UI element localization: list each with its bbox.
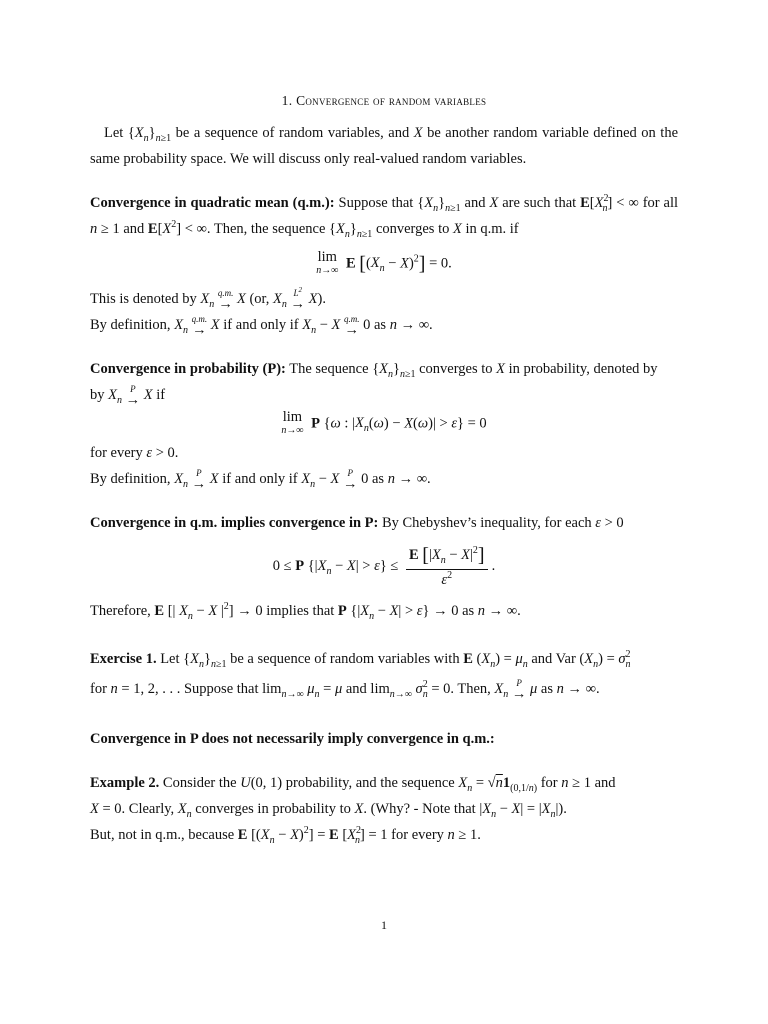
intro-paragraph: Let $\{X_n\}_{n\ge 1}$ be a sequence of random variables, and X be another random variable defined on the same probability space. We will discuss only real-valued random variables. [90, 125, 679, 167]
qm-section [90, 190, 678, 338]
page-body [90, 88, 678, 848]
example-text: Example 2. Consider the U(0, 1) probability, and the sequence $X_n = √n1_{(0,1/n)}$ for n ≥ 1 and [90, 774, 616, 794]
qm-equivalence: By definition, $X_n$ q.m. → X if and only if $X_n - X$ q.m. → 0 as n → ∞. [90, 314, 433, 339]
not-imply-section [90, 726, 678, 752]
qm-heading: Convergence in quadratic mean (q.m.): [90, 195, 335, 211]
example-section [90, 770, 678, 848]
not-imply-heading: Convergence in P does not necessarily imply convergence in q.m.: [90, 730, 495, 747]
prob-definition: Convergence in probability (P): The sequence $\{X_n\}_{n\ge 1}$ converges to X in probability, denoted by [90, 361, 658, 380]
chebyshev-formula: 0 ≤ P $\{|X_n - X| > \varepsilon\}$ ≤ $\frac{E [|X_n - X|^2]}{\varepsilon^2}$ . [272, 544, 496, 588]
exercise-heading: Exercise 1. [90, 650, 157, 667]
qm-definition: Convergence in quadratic mean (q.m.): Suppose that $\{X_n\}_{n\ge 1}$ and X are such that $E[X^2_n]$ < ∞ for all n ≥ 1 and $E[X^2]$ < ∞. Then, the sequence $\{X_n\}_{n\ge 1}$ converges to X in q.m. if [90, 193, 679, 240]
qm-notation: This is denoted by $X_n$ q.m. → X (or, $X_n$ $L^2$ → X). [90, 286, 326, 313]
section-title-text: Convergence of random variables [296, 93, 487, 108]
page-number: 1 [381, 918, 387, 932]
prob-limit-formula: lim n→∞ P {ω : $|X_n(\omega) - X(\omega)| > \varepsilon\} = 0$ [281, 409, 487, 436]
prob-definition-cont: by $X_n$ P → X if [90, 384, 166, 409]
prob-heading: Convergence in probability (P): [90, 361, 286, 377]
qm-limit-formula: lim n→∞ E $[(X_n - X)^2] = 0$. [316, 249, 452, 276]
section-number: 1. [281, 93, 293, 108]
prob-section [90, 356, 678, 492]
example-text-last: But, not in q.m., because E $[(X_n - X)^2] = E$ $[X^2_n] = 1$ for every n ≥ 1. [90, 824, 481, 846]
example-heading: Example 2. [90, 774, 160, 791]
section-title [90, 88, 678, 114]
implies-heading: Convergence in q.m. implies convergence in P: [90, 515, 379, 531]
prob-equivalence: By definition, $X_n$ P → X if and only if $X_n - X$ P → 0 as n → ∞. [90, 468, 431, 493]
implies-intro: Convergence in q.m. implies convergence in P: By Chebyshev’s inequality, for each ε > 0 [90, 515, 624, 531]
example-text-cont: X = 0. Clearly, $X_n$ converges in probability to X. (Why? - Note that $|X_n - X| = |X_n|$). [90, 800, 567, 820]
exercise-text-cont: for n = 1, 2, . . . Suppose that $\lim_{n\to\infty} \mu_n = \mu$ and $\lim_{n\to\infty} \sigma^2_n = 0$. Then, $X_n$ P → μ as n → ∞. [90, 677, 600, 702]
prob-every: for every ε > 0. [90, 445, 179, 461]
implies-section [90, 510, 678, 624]
implies-conclusion: Therefore, E [| $X_n - X$ $|^2] \to 0$ implies that P $\{|X_n - X| > \varepsilon\} \to 0$ as n → ∞. [90, 600, 521, 622]
exercise-text: Exercise 1. Let $\{X_n\}_{n\ge 1}$ be a sequence of random variables with E $(X_n) = \mu_n$ and Var $(X_n) = \sigma^2_n$ [90, 648, 631, 670]
exercise-section [90, 646, 678, 702]
